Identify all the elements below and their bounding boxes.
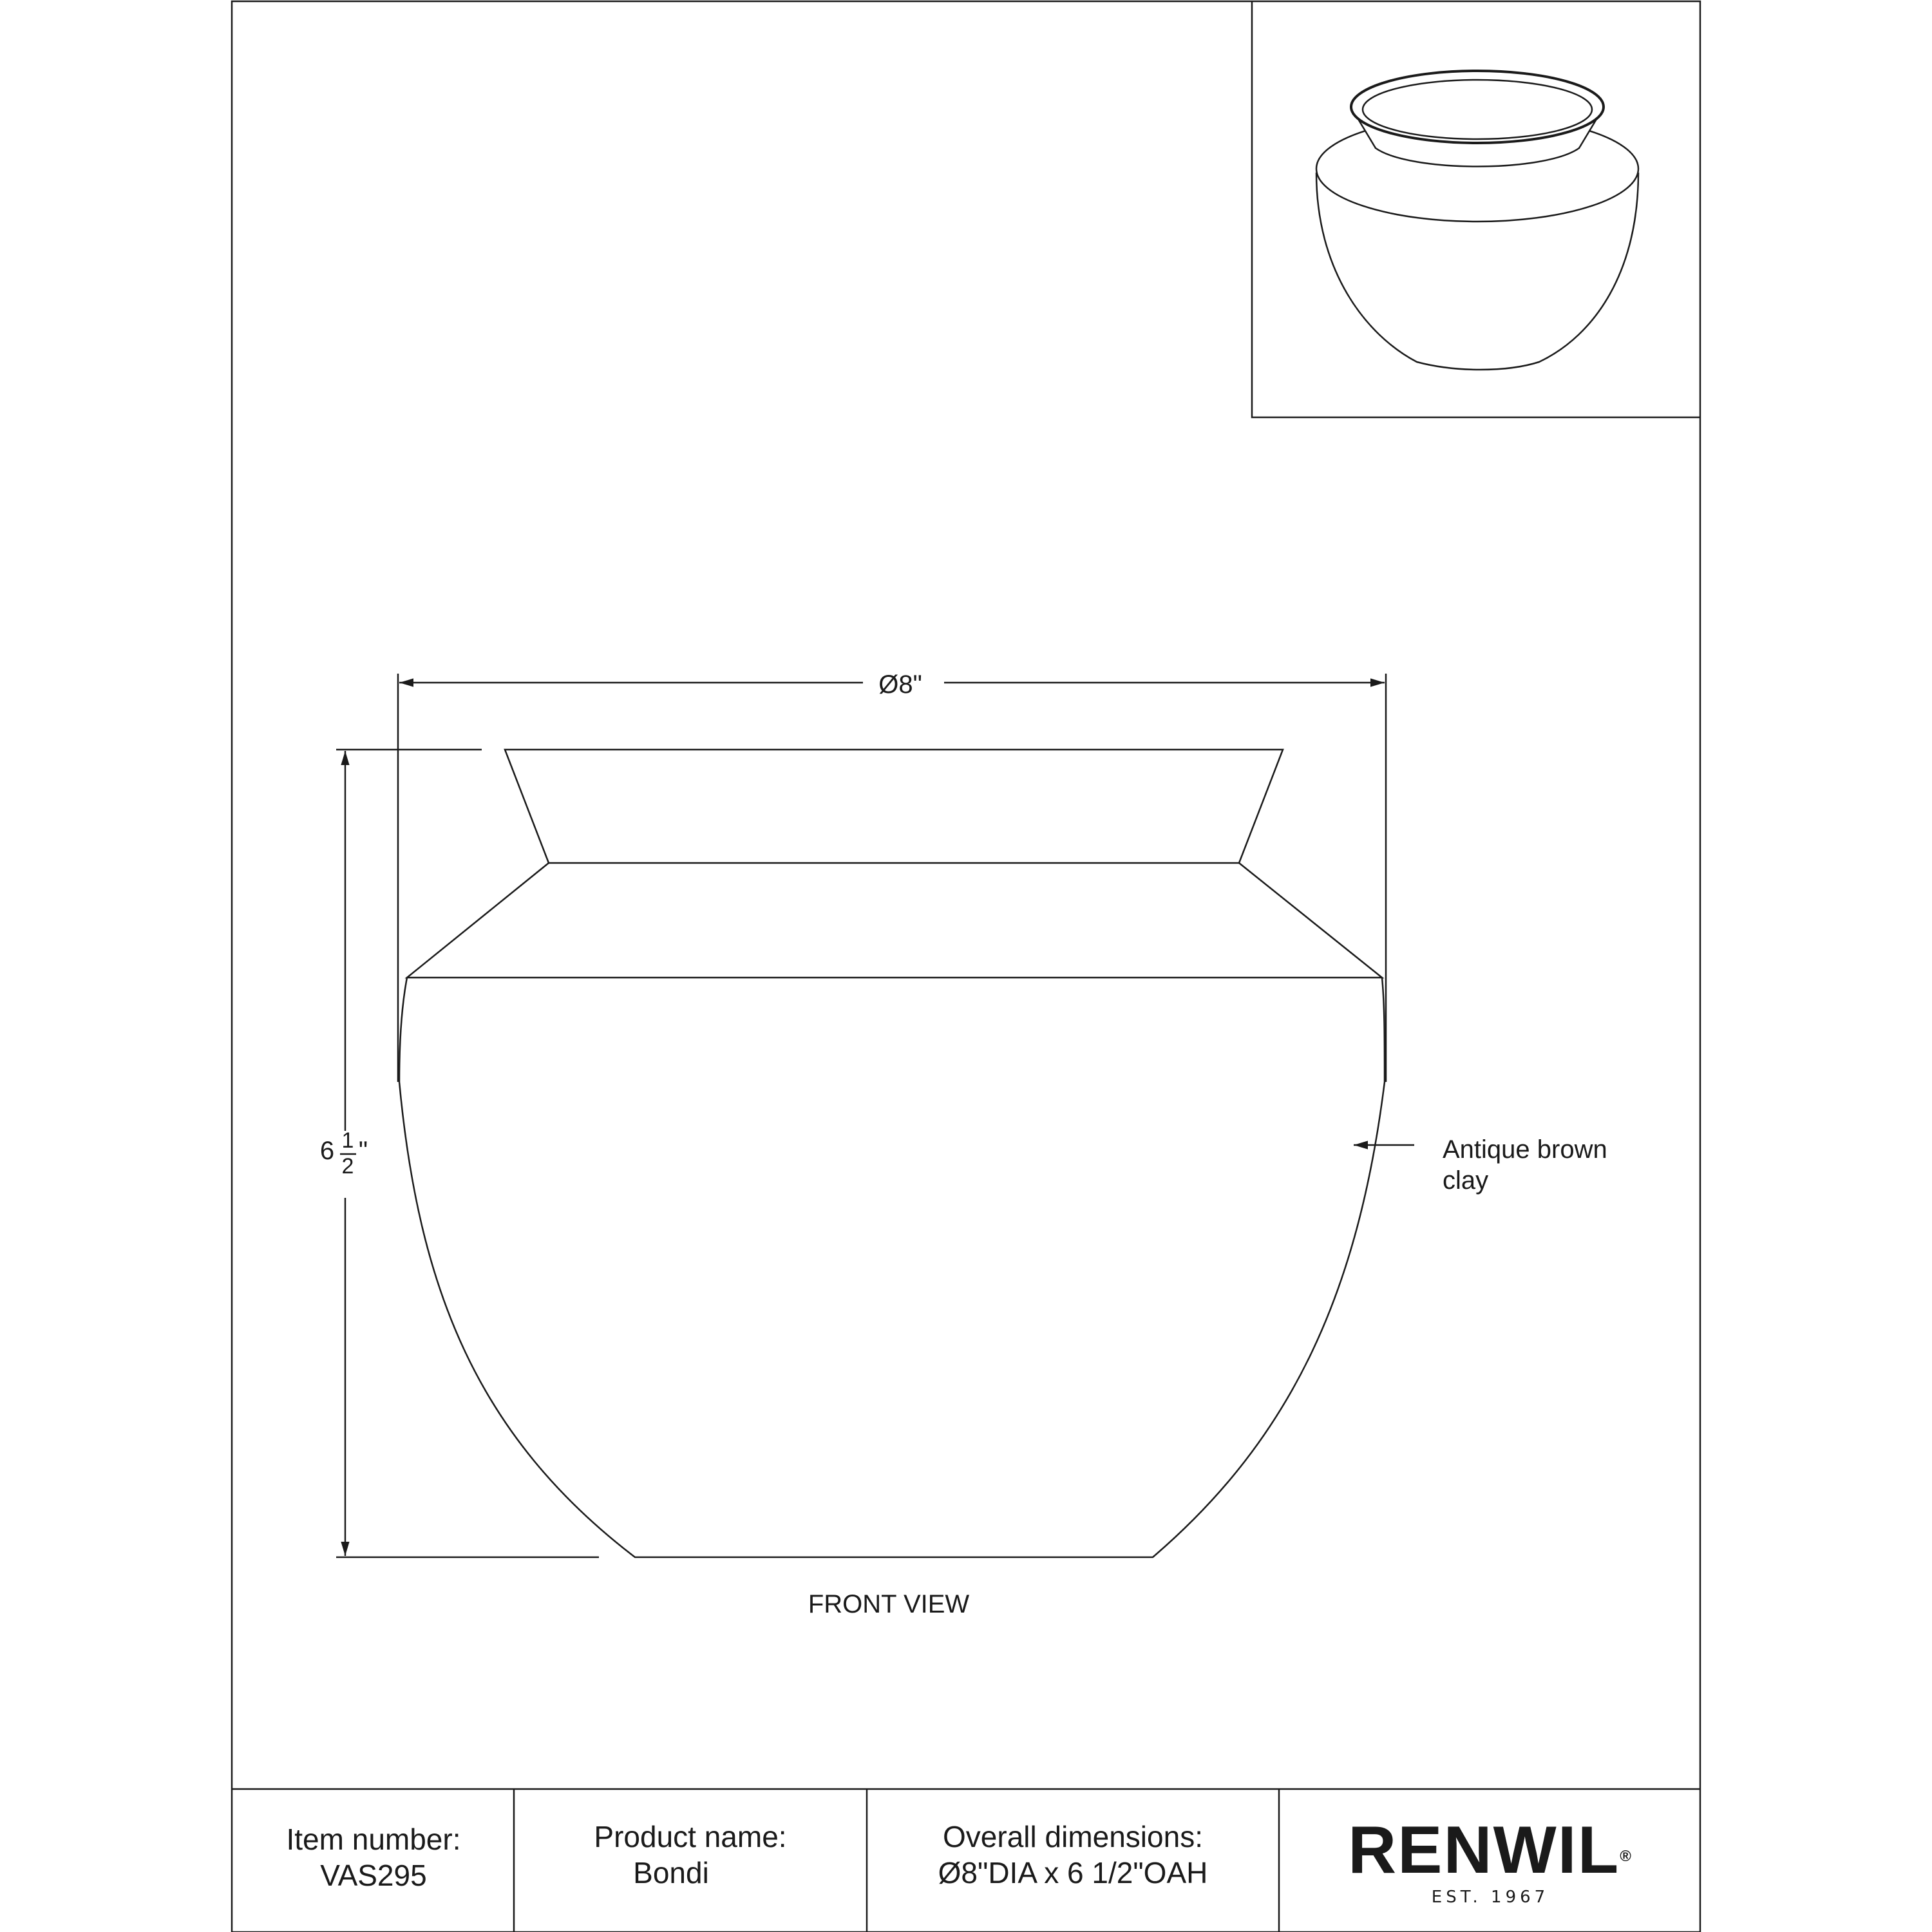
diameter-label: Ø8" xyxy=(878,670,922,699)
product-name-label: Product name: xyxy=(594,1820,787,1853)
svg-text:2: 2 xyxy=(341,1154,354,1179)
diameter-dimension xyxy=(398,674,1386,1082)
front-view-vase xyxy=(399,750,1385,1557)
iso-body xyxy=(1316,173,1638,370)
callout-line2: clay xyxy=(1443,1166,1489,1195)
item-number-label: Item number: xyxy=(286,1823,461,1856)
svg-text:": " xyxy=(358,1137,368,1165)
dimensions-value: Ø8"DIA x 6 1/2"OAH xyxy=(938,1856,1208,1889)
svg-text:1: 1 xyxy=(341,1128,354,1153)
svg-text:6: 6 xyxy=(319,1137,335,1165)
view-label: FRONT VIEW xyxy=(808,1590,970,1618)
vase-body xyxy=(399,978,1385,1557)
sheet-border xyxy=(232,1,1700,1932)
dimensions-cell xyxy=(868,1819,1278,1891)
vase-shoulder xyxy=(407,863,1382,978)
height-label xyxy=(320,1128,368,1179)
product-name-value: Bondi xyxy=(633,1856,709,1889)
dimensions-label: Overall dimensions: xyxy=(943,1820,1203,1853)
item-number-cell xyxy=(234,1821,513,1893)
vase-neck xyxy=(505,750,1283,863)
registered-mark: ® xyxy=(1620,1848,1633,1865)
renwil-logo xyxy=(1282,1815,1699,1909)
product-name-cell xyxy=(515,1819,866,1891)
callout-line1: Antique brown xyxy=(1443,1135,1607,1164)
brand-established: EST. 1967 xyxy=(1431,1888,1549,1907)
item-number-value: VAS295 xyxy=(320,1859,427,1892)
brand-name: RENWIL xyxy=(1348,1813,1620,1888)
isometric-view xyxy=(1252,1,1700,417)
height-dimension xyxy=(336,750,599,1557)
iso-rim-outer xyxy=(1351,71,1604,143)
